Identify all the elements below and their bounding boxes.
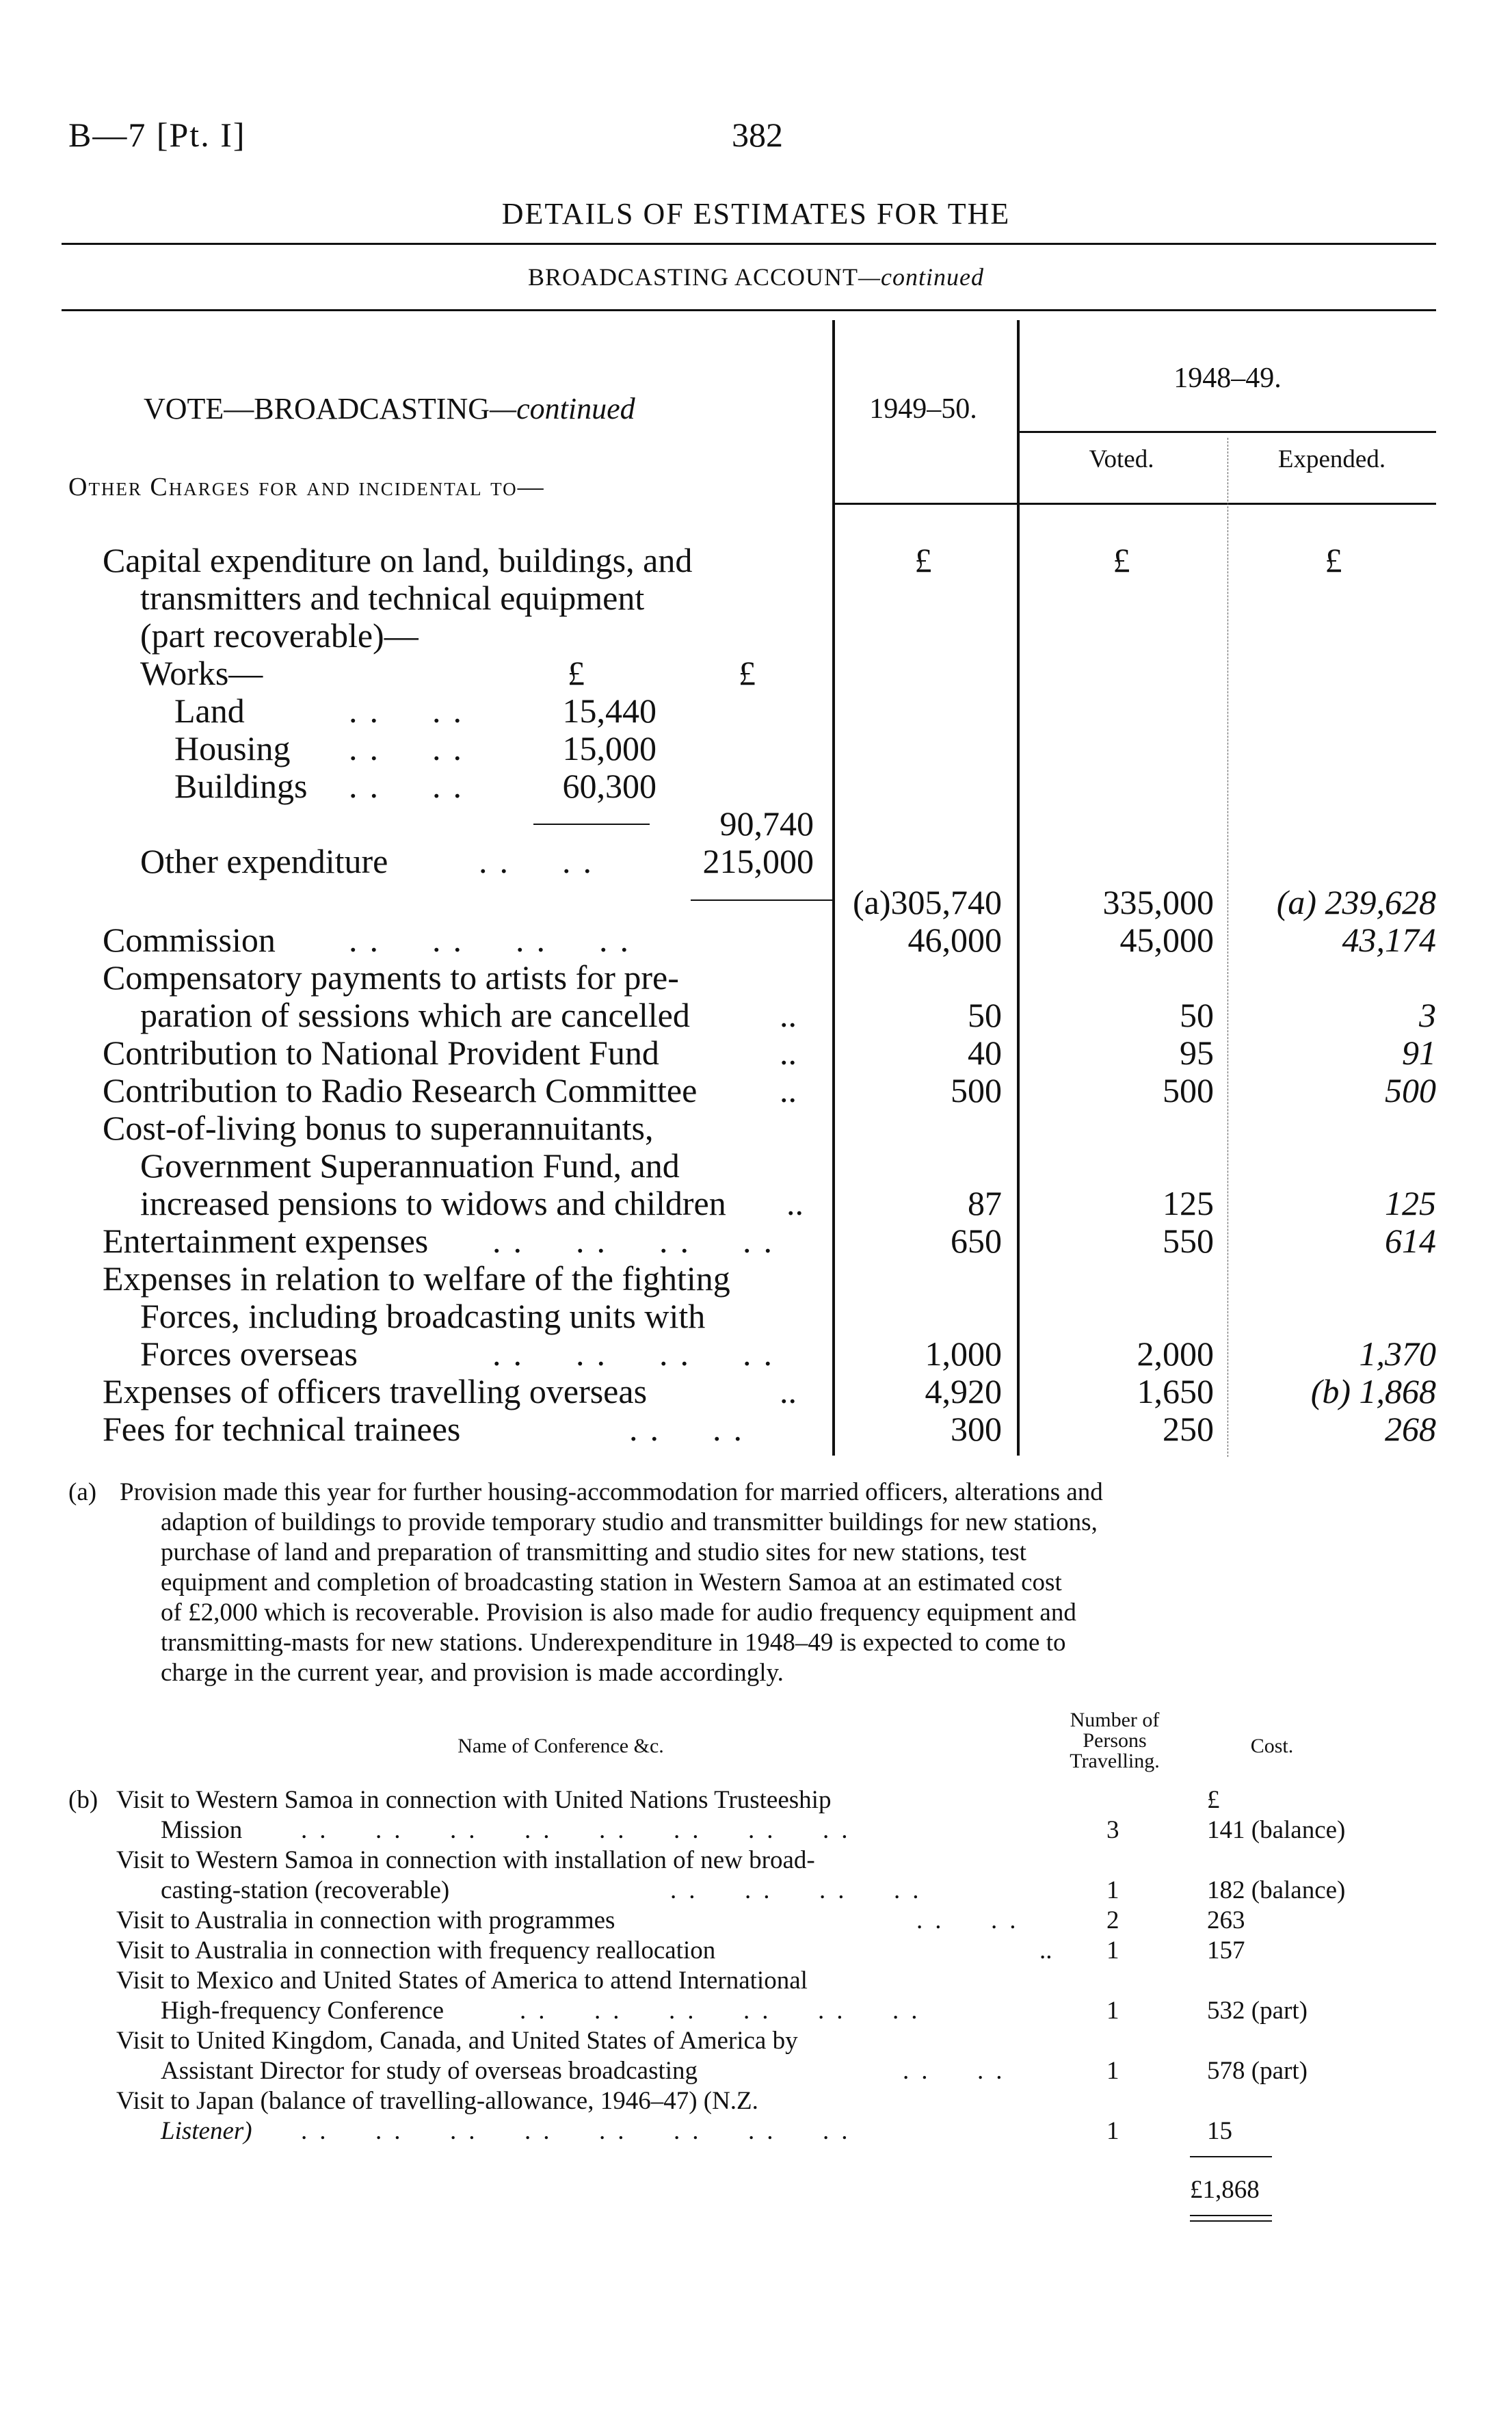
leader-dots: .. .. bbox=[349, 729, 474, 767]
header-rule bbox=[62, 309, 1436, 311]
column-rule-voted bbox=[1228, 438, 1230, 1457]
note-b-cost: 15 bbox=[1207, 2117, 1232, 2145]
note-b-cost: 141 (balance) bbox=[1207, 1816, 1346, 1844]
leader-dots: .. .. .. .. bbox=[670, 1876, 931, 1904]
row-label-cont: Government Superannuation Fund, and bbox=[140, 1146, 680, 1185]
leader-dots: .. bbox=[780, 1034, 797, 1072]
row-voted: 45,000 bbox=[1119, 921, 1214, 959]
row-voted: 50 bbox=[1180, 996, 1214, 1034]
note-b-persons: 1 bbox=[1106, 2057, 1119, 2085]
note-b-col-number: Number of bbox=[1070, 1709, 1160, 1731]
vote-text: VOTE—BROADCASTING bbox=[144, 392, 490, 425]
title-rule bbox=[62, 243, 1436, 245]
document-reference: B—7 [Pt. I] bbox=[68, 116, 246, 154]
row-voted: 95 bbox=[1180, 1034, 1214, 1072]
note-b-double-rule-2 bbox=[1190, 2220, 1272, 2222]
capital-total-1949: (a)305,740 bbox=[853, 883, 1002, 921]
column-1949: 1949–50. bbox=[869, 393, 977, 425]
capital-line-3: (part recoverable)— bbox=[140, 616, 419, 655]
note-b-persons: 2 bbox=[1106, 1906, 1119, 1934]
note-b-col-number: Travelling. bbox=[1070, 1750, 1160, 1772]
works-subtotal-rule bbox=[533, 824, 650, 825]
capital-line-1: Capital expenditure on land, buildings, and bbox=[103, 541, 693, 579]
note-b-persons: 1 bbox=[1106, 1997, 1119, 2025]
leader-dots: .. bbox=[780, 996, 797, 1034]
note-b-col-name: Name of Conference &c. bbox=[457, 1735, 664, 1757]
works-total: 90,740 bbox=[719, 804, 814, 843]
note-b-cost: 263 bbox=[1207, 1906, 1245, 1934]
leader-dots: .. .. bbox=[349, 692, 474, 730]
note-b-cost: 157 bbox=[1207, 1936, 1245, 1964]
row-expended: 125 bbox=[1385, 1184, 1436, 1222]
note-b-total-rule bbox=[1190, 2156, 1272, 2157]
note-b-entry: Visit to Western Samoa in connection with United Nations Trusteeship bbox=[116, 1786, 832, 1814]
leader-dots: .. bbox=[780, 1071, 797, 1109]
row-expended: 1,370 bbox=[1359, 1335, 1436, 1373]
note-b-double-rule-1 bbox=[1190, 2215, 1272, 2216]
subtitle-suffix: —continued bbox=[858, 263, 985, 291]
row-1949: 87 bbox=[968, 1184, 1002, 1222]
capital-total-rule bbox=[691, 899, 834, 901]
leader-dots: .. .. bbox=[629, 1410, 754, 1448]
row-voted: 1,650 bbox=[1137, 1372, 1214, 1410]
note-a-line: purchase of land and preparation of transmitting and studio sites for new stations, test bbox=[161, 1538, 1026, 1566]
note-a-line: of £2,000 which is recoverable. Provision is also made for audio frequency equipment and bbox=[161, 1599, 1076, 1627]
column-1948: 1948–49. bbox=[1173, 363, 1282, 394]
page-number: 382 bbox=[732, 116, 783, 154]
note-b-persons: 1 bbox=[1106, 2117, 1119, 2145]
works-currency-1: £ bbox=[568, 654, 585, 692]
row-label-cont: paration of sessions which are cancelled bbox=[140, 996, 690, 1034]
note-a-line: transmitting-masts for new stations. Underexpenditure in 1948–49 is expected to come to bbox=[161, 1629, 1066, 1657]
currency-voted: £ bbox=[1113, 541, 1130, 579]
leader-dots: .. bbox=[786, 1184, 804, 1222]
note-b-entry-cont: Listener) bbox=[161, 2117, 252, 2145]
row-voted: 125 bbox=[1163, 1184, 1214, 1222]
note-b-persons: 3 bbox=[1106, 1816, 1119, 1844]
leader-dots: .. bbox=[780, 1372, 797, 1410]
note-b-persons: 1 bbox=[1106, 1876, 1119, 1904]
column-voted: Voted. bbox=[1089, 445, 1154, 473]
page-subtitle bbox=[0, 263, 1512, 291]
works-item-amount: 15,000 bbox=[562, 729, 656, 767]
row-label: Expenses in relation to welfare of the fighting bbox=[103, 1259, 730, 1298]
row-voted: 2,000 bbox=[1137, 1335, 1214, 1373]
works-item-amount: 15,440 bbox=[562, 692, 656, 730]
row-label: Contribution to National Provident Fund bbox=[103, 1034, 659, 1072]
currency-expended: £ bbox=[1325, 541, 1342, 579]
vote-suffix: —continued bbox=[490, 392, 635, 425]
column-expended: Expended. bbox=[1277, 445, 1386, 473]
col-1948-rule bbox=[1019, 431, 1436, 433]
works-label: Works— bbox=[140, 654, 263, 692]
note-b-entry: Visit to Western Samoa in connection with installation of new broad- bbox=[116, 1846, 815, 1874]
capital-line-2: transmitters and technical equipment bbox=[140, 579, 645, 617]
row-label: Contribution to Radio Research Committee bbox=[103, 1071, 698, 1109]
note-b-entry: Visit to United Kingdom, Canada, and United States of America by bbox=[116, 2027, 798, 2055]
row-1949: 300 bbox=[951, 1410, 1002, 1448]
row-1949: 46,000 bbox=[907, 921, 1002, 959]
row-label: Entertainment expenses bbox=[103, 1222, 429, 1260]
note-b-marker: (b) bbox=[68, 1786, 98, 1814]
row-expended: 3 bbox=[1419, 996, 1436, 1034]
row-voted: 500 bbox=[1163, 1071, 1214, 1109]
works-item-amount: 60,300 bbox=[562, 767, 656, 805]
row-label: Expenses of officers travelling overseas bbox=[103, 1372, 648, 1410]
note-b-currency: £ bbox=[1207, 1786, 1220, 1814]
leader-dots: .. .. .. .. bbox=[492, 1335, 784, 1373]
capital-total-expended: (a) 239,628 bbox=[1276, 883, 1436, 921]
note-b-cost: 182 (balance) bbox=[1207, 1876, 1346, 1904]
other-expenditure-label: Other expenditure bbox=[140, 842, 388, 880]
note-b-entry-cont: casting-station (recoverable) bbox=[161, 1876, 450, 1904]
subtitle-text: BROADCASTING ACCOUNT bbox=[527, 263, 859, 291]
leader-dots: .. .. bbox=[479, 842, 604, 880]
row-voted: 250 bbox=[1163, 1410, 1214, 1448]
row-1949: 650 bbox=[951, 1222, 1002, 1260]
capital-total-voted: 335,000 bbox=[1102, 883, 1214, 921]
leader-dots: .. .. .. .. .. .. .. .. bbox=[301, 2117, 860, 2145]
row-1949: 50 bbox=[968, 996, 1002, 1034]
row-1949: 40 bbox=[968, 1034, 1002, 1072]
leader-dots: .. .. bbox=[916, 1906, 1029, 1934]
row-expended: (b) 1,868 bbox=[1310, 1372, 1436, 1410]
row-expended: 500 bbox=[1385, 1071, 1436, 1109]
header-bottom-rule bbox=[834, 503, 1436, 505]
note-b-entry-cont: High-frequency Conference bbox=[161, 1997, 444, 2025]
row-label: Compensatory payments to artists for pre- bbox=[103, 958, 679, 997]
row-label: Fees for technical trainees bbox=[103, 1410, 461, 1448]
vote-heading bbox=[144, 393, 635, 425]
note-b-col-cost: Cost. bbox=[1250, 1735, 1294, 1757]
note-b-entry-cont: Mission bbox=[161, 1816, 243, 1844]
note-a-line: Provision made this year for further housing-accommodation for married officers, alterations and bbox=[120, 1478, 1103, 1506]
note-b-cost: 532 (part) bbox=[1207, 1997, 1308, 2025]
other-expenditure-amount: 215,000 bbox=[702, 842, 814, 880]
note-b-entry: Visit to Australia in connection with programmes bbox=[116, 1906, 615, 1934]
note-a-line: charge in the current year, and provision is made accordingly. bbox=[161, 1659, 784, 1687]
note-b-total: £1,868 bbox=[1190, 2176, 1260, 2204]
leader-dots: .. .. .. .. bbox=[349, 921, 641, 959]
currency-1949: £ bbox=[914, 541, 932, 579]
leader-dots: .. .. .. .. .. .. .. .. bbox=[301, 1816, 860, 1844]
note-a-marker: (a) bbox=[68, 1478, 97, 1506]
row-expended: 268 bbox=[1385, 1410, 1436, 1448]
page-title: DETAILS OF ESTIMATES FOR THE bbox=[501, 197, 1011, 231]
works-item-label: Buildings bbox=[174, 767, 308, 805]
note-b-entry: Visit to Japan (balance of travelling-allowance, 1946–47) (N.Z. bbox=[116, 2087, 758, 2115]
row-1949: 4,920 bbox=[925, 1372, 1002, 1410]
works-currency-2: £ bbox=[739, 654, 756, 692]
note-b-cost: 578 (part) bbox=[1207, 2057, 1308, 2085]
note-a-line: equipment and completion of broadcasting station in Western Samoa at an estimated cost bbox=[161, 1568, 1062, 1596]
leader-dots: .. .. .. .. bbox=[492, 1222, 784, 1260]
leader-dots: .. .. bbox=[903, 2057, 1015, 2085]
works-item-label: Land bbox=[174, 692, 245, 730]
leader-dots: .. bbox=[1039, 1936, 1052, 1964]
row-label-cont: increased pensions to widows and children bbox=[140, 1184, 726, 1222]
note-b-persons: 1 bbox=[1106, 1936, 1119, 1964]
note-b-col-number: Persons bbox=[1083, 1729, 1147, 1752]
note-a-line: adaption of buildings to provide temporary studio and transmitter buildings for new stations, bbox=[161, 1508, 1098, 1536]
row-voted: 550 bbox=[1163, 1222, 1214, 1260]
row-expended: 614 bbox=[1385, 1222, 1436, 1260]
row-1949: 500 bbox=[951, 1071, 1002, 1109]
leader-dots: .. .. bbox=[349, 767, 474, 805]
row-expended: 91 bbox=[1402, 1034, 1436, 1072]
row-1949: 1,000 bbox=[925, 1335, 1002, 1373]
row-expended: 43,174 bbox=[1342, 921, 1436, 959]
row-label-cont: Forces, including broadcasting units with bbox=[140, 1297, 706, 1335]
leader-dots: .. .. .. .. .. .. bbox=[520, 1997, 930, 2025]
row-label-cont: Forces overseas bbox=[140, 1335, 358, 1373]
section-heading: Other Charges for and incidental to— bbox=[68, 473, 545, 501]
row-label: Commission bbox=[103, 921, 276, 959]
row-label: Cost-of-living bonus to superannuitants, bbox=[103, 1109, 654, 1147]
works-item-label: Housing bbox=[174, 729, 291, 767]
note-b-entry-cont: Assistant Director for study of overseas broadcasting bbox=[161, 2057, 698, 2085]
note-b-entry: Visit to Mexico and United States of America to attend International bbox=[116, 1967, 808, 1995]
note-b-entry: Visit to Australia in connection with frequency reallocation bbox=[116, 1936, 716, 1964]
